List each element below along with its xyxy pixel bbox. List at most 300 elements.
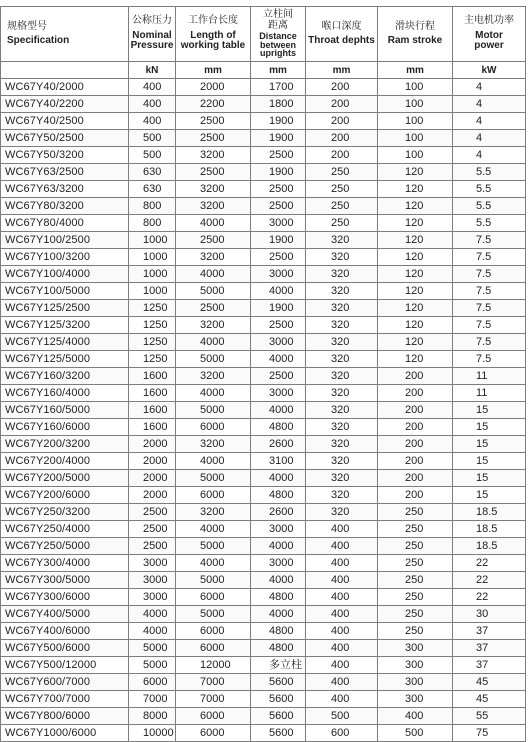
table-row: [1, 453, 526, 470]
cell-stroke: 200: [378, 470, 453, 487]
cell-spec: WC67Y50/3200: [1, 147, 129, 164]
cell-spec: WC67Y250/5000: [1, 538, 129, 555]
cell-distance: 3000: [251, 555, 306, 572]
cell-length: 12000: [176, 657, 251, 674]
cell-throat: 320: [306, 266, 378, 283]
header-spec: [1, 7, 129, 62]
cell-spec: WC67Y500/6000: [1, 640, 129, 657]
header-power: [453, 7, 526, 62]
cell-power: 5.5: [453, 215, 526, 232]
cell-length: 3200: [176, 198, 251, 215]
cell-pressure: 1600: [129, 385, 176, 402]
table-row: [1, 385, 526, 402]
cell-pressure: 630: [129, 181, 176, 198]
cell-throat: 200: [306, 147, 378, 164]
cell-distance: 4800: [251, 640, 306, 657]
cell-pressure: 2000: [129, 487, 176, 504]
cell-distance: 4000: [251, 470, 306, 487]
cell-power: 5.5: [453, 181, 526, 198]
table-body: [1, 79, 526, 742]
cell-throat: 400: [306, 521, 378, 538]
cell-pressure: 1600: [129, 368, 176, 385]
cell-power: 4: [453, 113, 526, 130]
cell-throat: 250: [306, 198, 378, 215]
cell-spec: WC67Y160/5000: [1, 402, 129, 419]
cell-pressure: 400: [129, 113, 176, 130]
cell-length: 4000: [176, 385, 251, 402]
table-row: [1, 436, 526, 453]
header-power-en: Motor power: [474, 29, 504, 52]
cell-stroke: 300: [378, 674, 453, 691]
cell-stroke: 100: [378, 130, 453, 147]
cell-length: 2500: [176, 232, 251, 249]
cell-length: 5000: [176, 351, 251, 368]
cell-power: 22: [453, 589, 526, 606]
cell-throat: 200: [306, 113, 378, 130]
cell-throat: 400: [306, 623, 378, 640]
table-row: [1, 215, 526, 232]
cell-spec: WC67Y200/5000: [1, 470, 129, 487]
cell-pressure: 1250: [129, 334, 176, 351]
cell-pressure: 1000: [129, 249, 176, 266]
cell-power: 5.5: [453, 164, 526, 181]
cell-length: 3200: [176, 147, 251, 164]
cell-throat: 320: [306, 232, 378, 249]
cell-stroke: 250: [378, 555, 453, 572]
cell-length: 6000: [176, 589, 251, 606]
header-stroke: [378, 7, 453, 62]
table-row: [1, 351, 526, 368]
table-row: [1, 708, 526, 725]
cell-power: 18.5: [453, 538, 526, 555]
cell-power: 11: [453, 385, 526, 402]
cell-throat: 600: [306, 725, 378, 742]
cell-throat: 400: [306, 640, 378, 657]
cell-stroke: 120: [378, 232, 453, 249]
cell-spec: WC67Y100/4000: [1, 266, 129, 283]
table-row: [1, 79, 526, 96]
cell-throat: 320: [306, 317, 378, 334]
unit-pressure: kN: [129, 62, 176, 79]
cell-throat: 320: [306, 487, 378, 504]
cell-stroke: 250: [378, 623, 453, 640]
cell-power: 15: [453, 402, 526, 419]
cell-pressure: 500: [129, 130, 176, 147]
cell-length: 5000: [176, 470, 251, 487]
cell-throat: 250: [306, 215, 378, 232]
cell-power: 18.5: [453, 521, 526, 538]
cell-length: 5000: [176, 283, 251, 300]
cell-stroke: 120: [378, 334, 453, 351]
cell-spec: WC67Y700/7000: [1, 691, 129, 708]
cell-stroke: 200: [378, 436, 453, 453]
cell-power: 7.5: [453, 300, 526, 317]
cell-throat: 400: [306, 555, 378, 572]
cell-throat: 250: [306, 164, 378, 181]
cell-length: 3200: [176, 436, 251, 453]
table-row: [1, 691, 526, 708]
table-row: [1, 334, 526, 351]
cell-power: 5.5: [453, 198, 526, 215]
cell-pressure: 5000: [129, 640, 176, 657]
cell-length: 3200: [176, 368, 251, 385]
cell-stroke: 120: [378, 215, 453, 232]
cell-power: 4: [453, 79, 526, 96]
cell-throat: 320: [306, 419, 378, 436]
cell-spec: WC67Y160/3200: [1, 368, 129, 385]
header-distance: [251, 7, 306, 62]
cell-pressure: 2000: [129, 470, 176, 487]
header-length-cn: 工作台长度: [188, 15, 238, 27]
cell-power: 55: [453, 708, 526, 725]
cell-throat: 320: [306, 453, 378, 470]
cell-length: 4000: [176, 215, 251, 232]
header-pressure-cn: 公称压力: [132, 15, 172, 27]
cell-throat: 320: [306, 385, 378, 402]
cell-stroke: 300: [378, 657, 453, 674]
cell-length: 3200: [176, 249, 251, 266]
cell-throat: 320: [306, 504, 378, 521]
cell-spec: WC67Y600/7000: [1, 674, 129, 691]
cell-spec: WC67Y125/2500: [1, 300, 129, 317]
cell-spec: WC67Y400/5000: [1, 606, 129, 623]
table-row: [1, 555, 526, 572]
cell-distance: 4800: [251, 419, 306, 436]
cell-pressure: 7000: [129, 691, 176, 708]
header-throat: [306, 7, 378, 62]
table-row: [1, 589, 526, 606]
cell-stroke: 120: [378, 164, 453, 181]
cell-distance: 5600: [251, 674, 306, 691]
table-row: [1, 419, 526, 436]
cell-power: 15: [453, 487, 526, 504]
cell-stroke: 120: [378, 198, 453, 215]
cell-length: 3200: [176, 504, 251, 521]
cell-throat: 400: [306, 674, 378, 691]
cell-throat: 320: [306, 334, 378, 351]
cell-stroke: 120: [378, 266, 453, 283]
table-row: [1, 725, 526, 742]
cell-length: 5000: [176, 606, 251, 623]
cell-stroke: 200: [378, 368, 453, 385]
cell-distance: 1800: [251, 96, 306, 113]
cell-spec: WC67Y300/6000: [1, 589, 129, 606]
cell-distance: 5600: [251, 725, 306, 742]
table-row: [1, 521, 526, 538]
table-row: [1, 487, 526, 504]
cell-distance: 4000: [251, 351, 306, 368]
cell-pressure: 1250: [129, 317, 176, 334]
table-row: [1, 538, 526, 555]
cell-stroke: 300: [378, 691, 453, 708]
cell-distance: 3000: [251, 521, 306, 538]
table-row: [1, 232, 526, 249]
cell-pressure: 4000: [129, 606, 176, 623]
cell-length: 6000: [176, 487, 251, 504]
cell-spec: WC67Y125/3200: [1, 317, 129, 334]
cell-pressure: 6000: [129, 674, 176, 691]
unit-distance: mm: [251, 62, 306, 79]
cell-spec: WC67Y100/5000: [1, 283, 129, 300]
header-pressure-en: Nominal Pressure: [130, 29, 174, 52]
cell-throat: 400: [306, 606, 378, 623]
cell-stroke: 120: [378, 283, 453, 300]
cell-throat: 200: [306, 79, 378, 96]
header-stroke-cn: 滑块行程: [395, 20, 435, 32]
cell-power: 4: [453, 96, 526, 113]
header-throat-en: Throat dephts: [308, 35, 375, 46]
header-row: [1, 7, 526, 62]
cell-stroke: 500: [378, 725, 453, 742]
cell-pressure: 500: [129, 147, 176, 164]
cell-spec: WC67Y200/3200: [1, 436, 129, 453]
cell-length: 4000: [176, 334, 251, 351]
table-row: [1, 640, 526, 657]
cell-length: 2000: [176, 79, 251, 96]
cell-power: 7.5: [453, 232, 526, 249]
cell-stroke: 300: [378, 640, 453, 657]
table-row: [1, 130, 526, 147]
cell-throat: 250: [306, 181, 378, 198]
cell-length: 4000: [176, 555, 251, 572]
cell-throat: 320: [306, 351, 378, 368]
cell-length: 2500: [176, 130, 251, 147]
table-row: [1, 283, 526, 300]
cell-distance: 4800: [251, 487, 306, 504]
cell-pressure: 8000: [129, 708, 176, 725]
cell-stroke: 120: [378, 351, 453, 368]
cell-stroke: 100: [378, 147, 453, 164]
cell-power: 45: [453, 674, 526, 691]
cell-distance: 1900: [251, 130, 306, 147]
cell-throat: 400: [306, 589, 378, 606]
cell-distance: 5600: [251, 708, 306, 725]
cell-stroke: 250: [378, 521, 453, 538]
table-row: [1, 657, 526, 674]
unit-throat: mm: [306, 62, 378, 79]
cell-throat: 320: [306, 283, 378, 300]
cell-stroke: 120: [378, 300, 453, 317]
cell-throat: 320: [306, 249, 378, 266]
cell-stroke: 200: [378, 385, 453, 402]
cell-distance: 1700: [251, 79, 306, 96]
cell-stroke: 250: [378, 504, 453, 521]
cell-distance: 1900: [251, 113, 306, 130]
table-row: [1, 317, 526, 334]
table-row: [1, 606, 526, 623]
table-row: [1, 300, 526, 317]
table-row: [1, 504, 526, 521]
cell-length: 5000: [176, 402, 251, 419]
unit-stroke: mm: [378, 62, 453, 79]
cell-length: 3200: [176, 181, 251, 198]
table-row: [1, 572, 526, 589]
cell-pressure: 800: [129, 215, 176, 232]
cell-stroke: 250: [378, 589, 453, 606]
unit-row: [1, 62, 526, 79]
cell-power: 22: [453, 555, 526, 572]
cell-spec: WC67Y160/4000: [1, 385, 129, 402]
cell-distance: 2600: [251, 436, 306, 453]
cell-stroke: 200: [378, 419, 453, 436]
cell-stroke: 250: [378, 572, 453, 589]
cell-throat: 400: [306, 657, 378, 674]
cell-length: 6000: [176, 640, 251, 657]
cell-spec: WC67Y800/6000: [1, 708, 129, 725]
cell-distance: 5600: [251, 691, 306, 708]
table-row: [1, 249, 526, 266]
cell-spec: WC67Y80/3200: [1, 198, 129, 215]
cell-power: 7.5: [453, 266, 526, 283]
cell-length: 5000: [176, 538, 251, 555]
cell-length: 6000: [176, 419, 251, 436]
cell-length: 7000: [176, 691, 251, 708]
cell-distance: 多立柱: [251, 657, 306, 674]
cell-throat: 320: [306, 300, 378, 317]
cell-length: 6000: [176, 708, 251, 725]
table-row: [1, 113, 526, 130]
cell-pressure: 1000: [129, 283, 176, 300]
cell-stroke: 120: [378, 249, 453, 266]
cell-length: 2500: [176, 113, 251, 130]
table-row: [1, 164, 526, 181]
cell-pressure: 5000: [129, 657, 176, 674]
cell-stroke: 100: [378, 113, 453, 130]
cell-power: 18.5: [453, 504, 526, 521]
header-spec-en: Specification: [7, 35, 70, 46]
cell-power: 75: [453, 725, 526, 742]
cell-stroke: 200: [378, 402, 453, 419]
cell-spec: WC67Y250/4000: [1, 521, 129, 538]
cell-throat: 320: [306, 470, 378, 487]
cell-power: 7.5: [453, 317, 526, 334]
cell-length: 4000: [176, 453, 251, 470]
cell-stroke: 100: [378, 79, 453, 96]
cell-distance: 1900: [251, 232, 306, 249]
cell-distance: 3000: [251, 215, 306, 232]
cell-pressure: 2000: [129, 453, 176, 470]
cell-spec: WC67Y125/4000: [1, 334, 129, 351]
header-throat-cn: 喉口深度: [321, 20, 362, 32]
table-row: [1, 147, 526, 164]
cell-distance: 4000: [251, 606, 306, 623]
cell-distance: 4000: [251, 402, 306, 419]
cell-distance: 3000: [251, 266, 306, 283]
cell-power: 15: [453, 453, 526, 470]
cell-length: 6000: [176, 623, 251, 640]
cell-pressure: 10000: [129, 725, 176, 742]
cell-power: 7.5: [453, 283, 526, 300]
cell-pressure: 1600: [129, 419, 176, 436]
cell-distance: 2500: [251, 368, 306, 385]
table-row: [1, 198, 526, 215]
cell-power: 4: [453, 147, 526, 164]
cell-stroke: 120: [378, 181, 453, 198]
header-length: [176, 7, 251, 62]
cell-distance: 2500: [251, 181, 306, 198]
table-row: [1, 368, 526, 385]
cell-spec: WC67Y63/3200: [1, 181, 129, 198]
cell-spec: WC67Y50/2500: [1, 130, 129, 147]
cell-throat: 400: [306, 691, 378, 708]
cell-stroke: 250: [378, 606, 453, 623]
cell-spec: WC67Y40/2500: [1, 113, 129, 130]
cell-distance: 2600: [251, 504, 306, 521]
header-spec-cn: 规格型号: [7, 20, 47, 32]
header-distance-en: Distance between uprights: [259, 31, 297, 59]
cell-length: 5000: [176, 572, 251, 589]
cell-distance: 2500: [251, 147, 306, 164]
cell-throat: 400: [306, 572, 378, 589]
cell-spec: WC67Y80/4000: [1, 215, 129, 232]
cell-distance: 4000: [251, 572, 306, 589]
cell-power: 11: [453, 368, 526, 385]
spec-table-container: [0, 6, 525, 742]
cell-pressure: 3000: [129, 572, 176, 589]
cell-spec: WC67Y1000/6000: [1, 725, 129, 742]
cell-pressure: 2500: [129, 521, 176, 538]
cell-pressure: 2000: [129, 436, 176, 453]
header-length-en: Length of working table: [180, 29, 246, 52]
cell-throat: 320: [306, 402, 378, 419]
cell-length: 4000: [176, 521, 251, 538]
cell-length: 2500: [176, 300, 251, 317]
cell-distance: 4000: [251, 283, 306, 300]
cell-throat: 200: [306, 96, 378, 113]
cell-distance: 4000: [251, 538, 306, 555]
table-row: [1, 96, 526, 113]
spec-table: [0, 6, 526, 742]
cell-distance: 2500: [251, 198, 306, 215]
cell-power: 37: [453, 657, 526, 674]
cell-power: 15: [453, 470, 526, 487]
cell-length: 2200: [176, 96, 251, 113]
cell-power: 15: [453, 436, 526, 453]
cell-spec: WC67Y40/2200: [1, 96, 129, 113]
cell-pressure: 800: [129, 198, 176, 215]
cell-distance: 2500: [251, 249, 306, 266]
cell-spec: WC67Y500/12000: [1, 657, 129, 674]
unit-power: kW: [453, 62, 526, 79]
cell-pressure: 1000: [129, 232, 176, 249]
cell-throat: 400: [306, 538, 378, 555]
cell-length: 2500: [176, 164, 251, 181]
cell-spec: WC67Y300/4000: [1, 555, 129, 572]
cell-stroke: 100: [378, 96, 453, 113]
header-distance-cn: 立柱间距离: [263, 9, 293, 31]
cell-spec: WC67Y100/2500: [1, 232, 129, 249]
cell-distance: 3000: [251, 385, 306, 402]
cell-spec: WC67Y40/2000: [1, 79, 129, 96]
cell-stroke: 120: [378, 317, 453, 334]
table-row: [1, 402, 526, 419]
cell-pressure: 1250: [129, 351, 176, 368]
cell-power: 7.5: [453, 334, 526, 351]
cell-power: 37: [453, 640, 526, 657]
table-row: [1, 674, 526, 691]
cell-spec: WC67Y200/6000: [1, 487, 129, 504]
table-row: [1, 266, 526, 283]
cell-spec: WC67Y100/3200: [1, 249, 129, 266]
cell-stroke: 400: [378, 708, 453, 725]
cell-length: 3200: [176, 317, 251, 334]
cell-pressure: 400: [129, 79, 176, 96]
cell-distance: 1900: [251, 300, 306, 317]
cell-power: 7.5: [453, 249, 526, 266]
cell-distance: 4800: [251, 623, 306, 640]
cell-throat: 200: [306, 130, 378, 147]
table-row: [1, 623, 526, 640]
